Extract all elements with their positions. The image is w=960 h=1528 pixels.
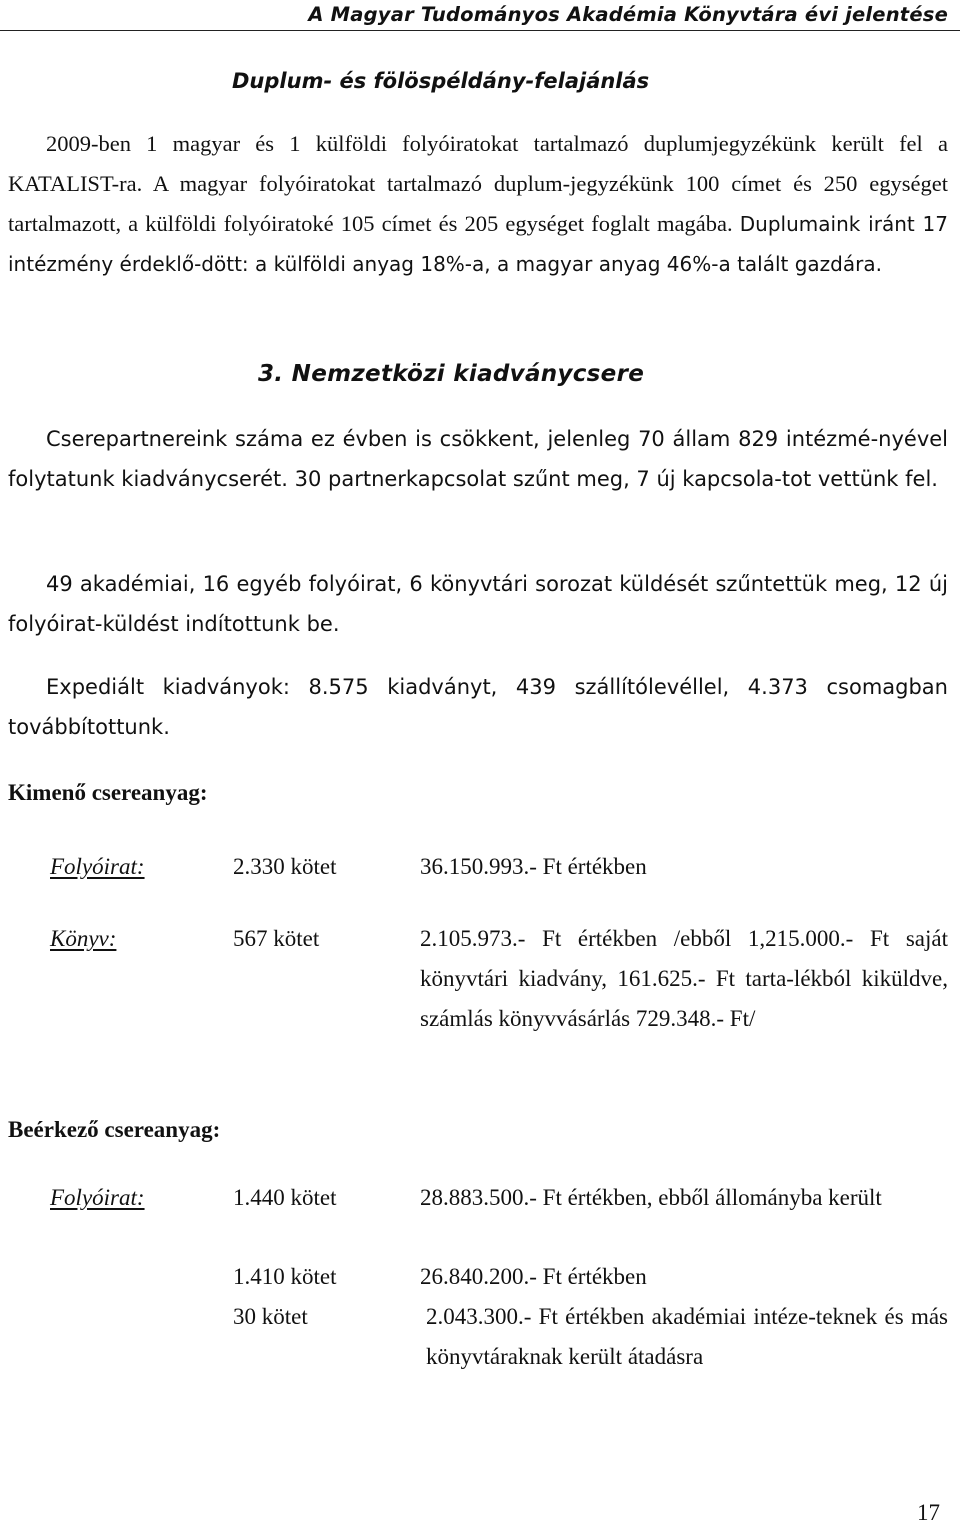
incoming-row-label: Folyóirat:: [50, 1185, 145, 1210]
terminated-sends-paragraph: 49 akadémiai, 16 egyéb folyóirat, 6 könyvtári sorozat küldését szűntettük meg, 12 új folyóirat-küldést indítottunk be.: [8, 572, 948, 636]
page-number: 17: [917, 1500, 940, 1525]
incoming-row-qty: 1.410 kötet: [233, 1264, 337, 1289]
incoming-row-value: 26.840.200.- Ft értékben: [420, 1264, 647, 1289]
outgoing-row-label: Folyóirat:: [50, 854, 145, 879]
outgoing-row-value: 36.150.993.- Ft értékben: [420, 854, 647, 879]
outgoing-row-value: 2.105.973.- Ft értékben /ebből 1,215.000.- Ft saját könyvtári kiadvány, 161.625.- Ft tarta-lékból kiküldve, számlás könyvvásárlás 729.348.- Ft/: [420, 926, 948, 1031]
exchange-partners-paragraph: Cserepartnereink száma ez évben is csökkent, jelenleg 70 állam 829 intézmé-nyével folytatunk kiadványcserét. 30 partnerkapcsolat szűnt meg, 7 új kapcsola-tot vettünk fel.: [8, 427, 948, 491]
duplum-heading: Duplum- és fölöspéldány-felajánlás: [232, 69, 650, 93]
running-header: [0, 0, 960, 31]
outgoing-heading: Kimenő csereanyag:: [8, 780, 208, 805]
expedited-publications-paragraph: Expediált kiadványok: 8.575 kiadványt, 439 szállítólevéllel, 4.373 csomagban továbbítottunk.: [8, 675, 948, 739]
incoming-row-value: 28.883.500.- Ft értékben, ebből állományba került: [420, 1185, 882, 1210]
section-3-heading: 3. Nemzetközi kiadványcsere: [258, 361, 645, 387]
duplum-paragraph-part1: 2009-ben 1 magyar és 1 külföldi folyóiratokat tartalmazó duplumjegyzékünk került fel a KATALIST-ra. A magyar folyóiratokat tartalmazó duplum-jegyzékünk 100 címet és 250 egységet tartalmazott, a külföldi folyóiratoké 105 címet és 205 egységet foglalt magába.: [8, 131, 948, 236]
incoming-row-value: 2.043.300.- Ft értékben akadémiai intéze-teknek és más könyvtáraknak került átadásra: [426, 1304, 948, 1369]
incoming-heading: Beérkező csereanyag:: [8, 1117, 221, 1142]
outgoing-row-qty: 567 kötet: [233, 926, 320, 951]
incoming-row-qty: 1.440 kötet: [233, 1185, 337, 1210]
outgoing-row-label: Könyv:: [50, 926, 117, 951]
duplum-paragraph: [8, 124, 948, 284]
incoming-row-qty: 30 kötet: [233, 1304, 308, 1329]
duplum-paragraph-part2: Duplumaink iránt 17 intézmény érdeklő-dött: a külföldi anyag 18%-a, a magyar anyag 46%-a talált gazdára.: [8, 212, 949, 276]
running-header-title: A Magyar Tudományos Akadémia Könyvtára évi jelentése: [308, 3, 948, 26]
outgoing-row-qty: 2.330 kötet: [233, 854, 337, 879]
